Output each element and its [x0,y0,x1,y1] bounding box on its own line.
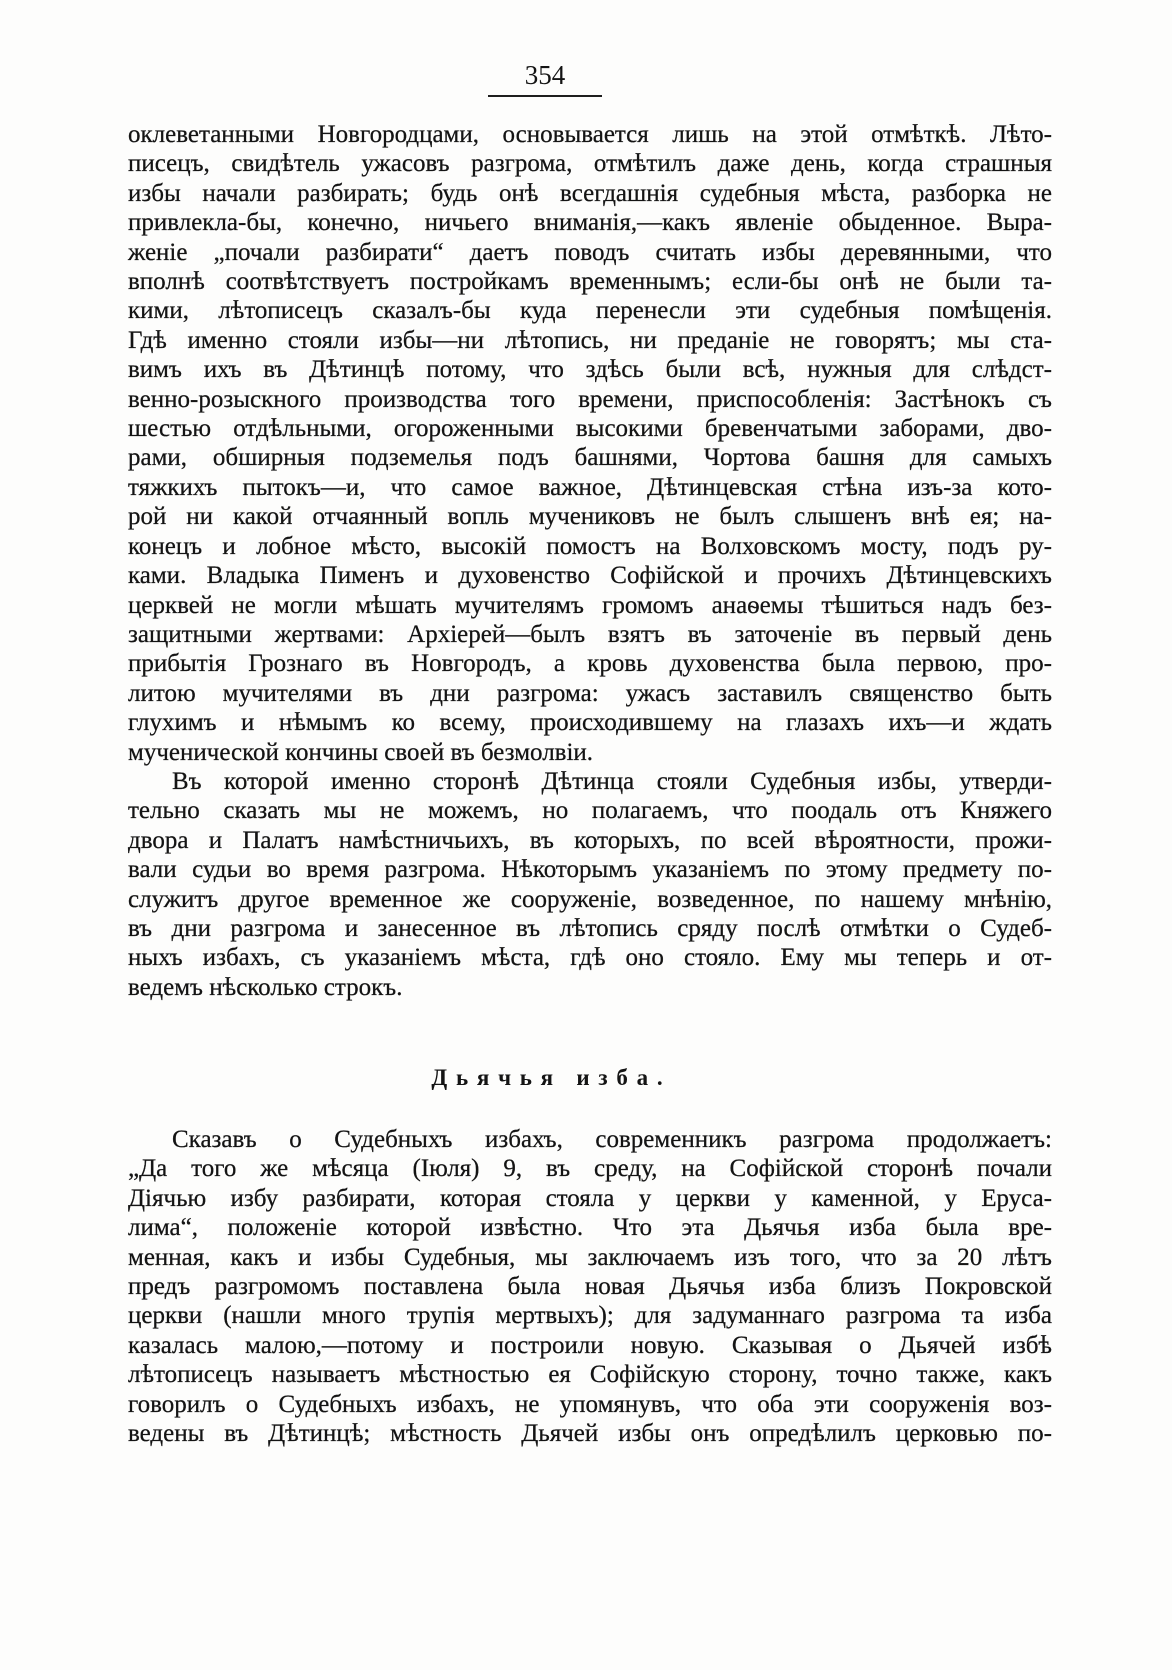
section-heading: Дьячья изба. [431,1065,672,1090]
text-line: Сказавъ о Судебныхъ избахъ, современникъ разгрома продолжаетъ: [172,1126,1052,1153]
text-line: ныхъ избахъ, съ указаніемъ мѣста, гдѣ оно стояло. Ему мы теперь и от- [128,944,1052,972]
text-line: вполнѣ соотвѣтствуетъ постройкамъ временнымъ; если-бы онѣ не были та- [128,268,1052,296]
text-line: избы начали разбирать; будь онѣ всегдашнія судебныя мѣста, разборка не [128,179,1052,207]
text-line: мученической кончины своей въ безмолвіи. [128,738,594,766]
paragraph-clerks-hut [128,1125,1052,1448]
text-line: Діячью избу разбирати, которая стояла у церкви у каменной, у Еруса- [128,1184,1052,1212]
text-line: писецъ, свидѣтель ужасовъ разгрома, отмѣтилъ даже день, когда страшныя [128,150,1052,178]
text-line: тяжкихъ пытокъ—и, что самое важное, Дѣтинцевская стѣна изъ-за кото- [128,473,1052,501]
text-line: венно-розыскного производства того времени, приспособленія: Застѣнокъ съ [128,385,1052,413]
page-number-rule [488,95,602,97]
text-line: защитными жертвами: Архіерей—былъ взятъ въ заточеніе въ первый день [128,620,1052,648]
text-block-lower [128,1125,1052,1448]
text-line: Гдѣ именно стояли избы—ни лѣтопись, ни преданіе не говорятъ; мы ста- [128,326,1052,354]
paragraph-continued [128,120,1052,767]
text-line: служитъ другое временное же сооруженіе, возведенное, по нашему мнѣнію, [128,885,1052,913]
text-line: рой ни какой отчаянный вопль мучениковъ не былъ слышенъ внѣ ея; на- [128,503,1052,531]
text-line: конецъ и лобное мѣсто, высокій помостъ на Волховскомъ мосту, подъ ру- [128,532,1052,560]
text-line: рами, обширныя подземелья подъ башнями, Чортова башня для самыхъ [128,444,1052,472]
text-block-upper [128,120,1052,1002]
text-line: церквей не могли мѣшать мучителямъ громомъ анаѳемы тѣшиться надъ без- [128,591,1052,619]
text-line: Въ которой именно сторонѣ Дѣтинца стояли Судебныя избы, утверди- [172,767,1052,795]
text-line: лима“, положеніе которой извѣстно. Что эта Дьячья изба была вре- [128,1214,1052,1242]
text-line: ведены въ Дѣтинцѣ; мѣстность Дьячей избы онъ опредѣлилъ церковью по- [128,1420,1052,1448]
text-line: вали судьи во время разгрома. Нѣкоторымъ указаніемъ по этому предмету по- [128,856,1052,884]
text-line: тельно сказать мы не можемъ, но полагаемъ, что поодаль отъ Княжего [128,797,1052,825]
text-line: шестью отдѣльными, огороженными высокими бревенчатыми заборами, дво- [128,415,1052,443]
text-line: прибытія Грознаго въ Новгородъ, а кровь духовенства была первою, про- [128,650,1052,678]
text-line: женіе „почали разбирати“ даетъ поводъ считать избы деревянными, что [128,238,1052,266]
text-line: двора и Палатъ намѣстничьихъ, въ которыхъ, по всей вѣроятности, прожи- [128,826,1052,854]
text-line: глухимъ и нѣмымъ ко всему, происходившему на глазахъ ихъ—и ждать [128,709,1052,737]
text-line: ками. Владыка Пименъ и духовенство Софійской и прочихъ Дѣтинцевскихъ [128,562,1052,590]
text-line: казалась малою,—потому и построили новую. Сказывая о Дьячей избѣ [128,1331,1052,1359]
text-line: лѣтописецъ называетъ мѣстностью ея Софійскую сторону, точно также, какъ [128,1361,1052,1389]
text-line: „Да того же мѣсяца (Іюля) 9, въ среду, на Софійской сторонѣ почали [128,1155,1052,1183]
text-line: менная, какъ и избы Судебныя, мы заключаемъ изъ того, что за 20 лѣтъ [128,1243,1052,1271]
text-line: ведемъ нѣсколько строкъ. [128,973,403,1001]
text-line: литою мучителями въ дни разгрома: ужасъ заставилъ священство быть [128,679,1052,707]
text-line: вимъ ихъ въ Дѣтинцѣ потому, что здѣсь были всѣ, нужныя для слѣдст- [128,356,1052,384]
text-line: кими, лѣтописецъ сказалъ-бы куда перенесли эти судебныя помѣщенія. [128,297,1052,325]
text-line: говорилъ о Судебныхъ избахъ, не упомянувъ, что оба эти сооруженія воз- [128,1390,1052,1418]
page-number: 354 [524,60,566,90]
text-line: предъ разгромомъ поставлена была новая Дьячья изба близъ Покровской [128,1273,1052,1301]
text-line: церкви (нашли много трупія мертвыхъ); для задуманнаго разгрома та изба [128,1302,1052,1330]
text-line: привлекла-бы, конечно, ничьего вниманія,—какъ явленіе обыденное. Выра- [128,209,1052,237]
paragraph-judicial-huts-location [128,767,1052,1002]
text-line: оклеветанными Новгородцами, основывается лишь на этой отмѣткѣ. Лѣто- [128,121,1052,148]
text-line: въ дни разгрома и занесенное въ лѣтопись сряду послѣ отмѣтки о Судеб- [128,914,1052,942]
